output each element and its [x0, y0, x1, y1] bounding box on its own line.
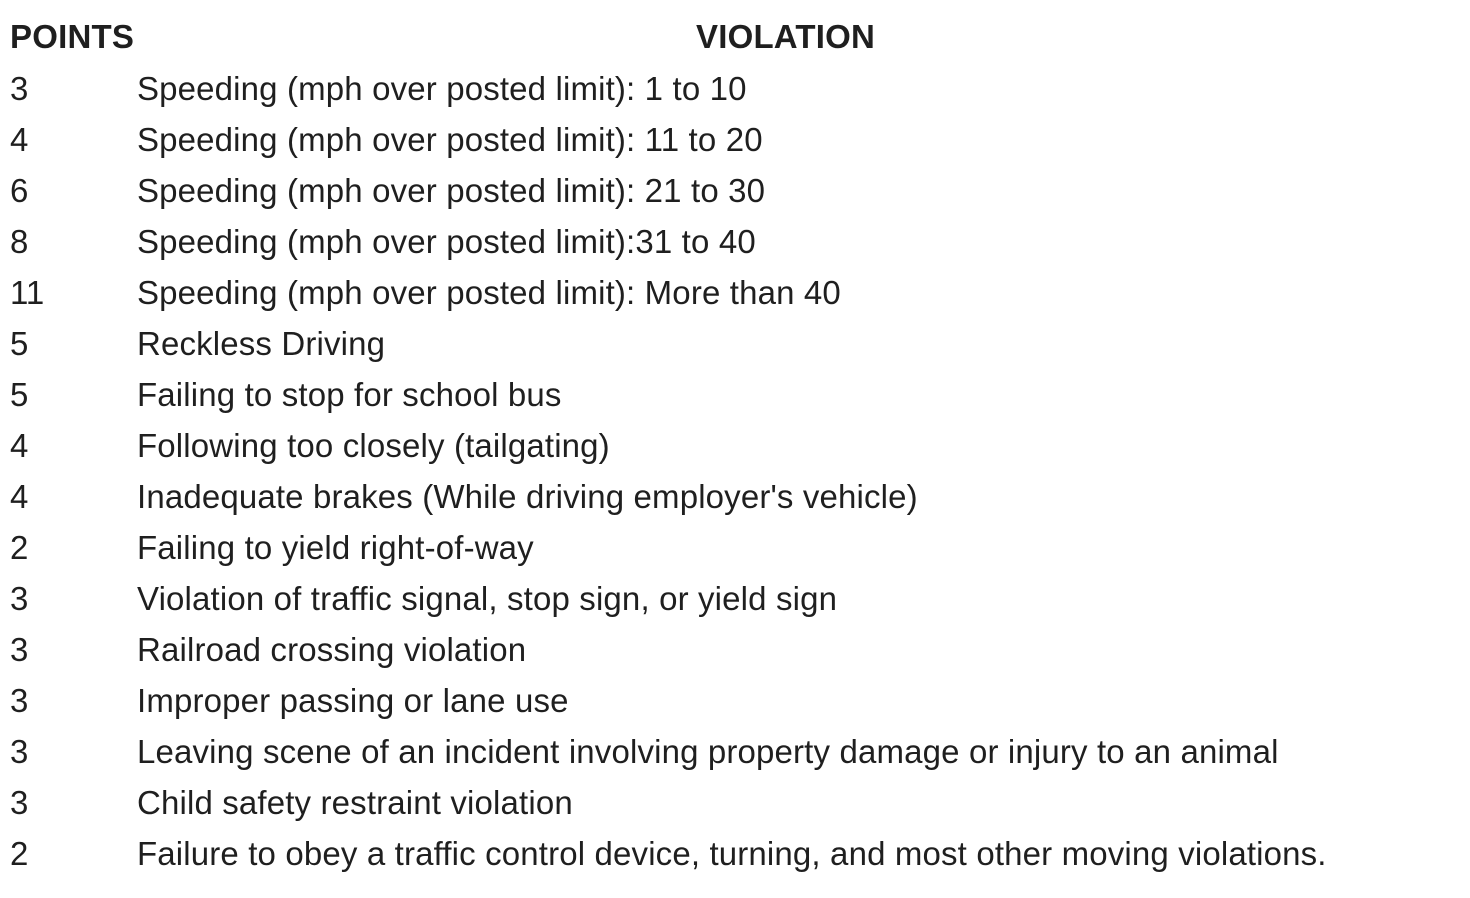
table-row	[10, 317, 1460, 368]
violation-cell: Inadequate brakes (While driving employer's vehicle)	[137, 478, 918, 515]
violation-cell: Railroad crossing violation	[137, 631, 527, 668]
table-row	[10, 215, 1460, 266]
violation-cell: Speeding (mph over posted limit): 1 to 10	[137, 70, 747, 107]
points-cell: 2	[10, 835, 29, 872]
points-cell: 3	[10, 631, 29, 668]
table-row	[10, 827, 1460, 878]
points-cell: 3	[10, 784, 29, 821]
points-column-header: POINTS	[10, 18, 135, 55]
violation-cell: Speeding (mph over posted limit): More than 40	[137, 274, 841, 311]
violation-cell: Following too closely (tailgating)	[137, 427, 610, 464]
points-cell: 3	[10, 733, 29, 770]
table-row	[10, 623, 1460, 674]
violation-cell: Speeding (mph over posted limit): 21 to 30	[137, 172, 766, 209]
points-cell: 6	[10, 172, 29, 209]
table-row	[10, 521, 1460, 572]
table-row	[10, 62, 1460, 113]
table-header-row	[10, 16, 1460, 62]
points-cell: 5	[10, 325, 29, 362]
table-row	[10, 470, 1460, 521]
table-row	[10, 776, 1460, 827]
violation-cell: Speeding (mph over posted limit):31 to 40	[137, 223, 756, 260]
table-row	[10, 419, 1460, 470]
points-cell: 11	[10, 274, 45, 311]
table-row	[10, 113, 1460, 164]
violation-cell: Failing to stop for school bus	[137, 376, 562, 413]
table-row	[10, 368, 1460, 419]
points-cell: 5	[10, 376, 29, 413]
points-cell: 4	[10, 121, 29, 158]
points-cell: 2	[10, 529, 29, 566]
table-row	[10, 164, 1460, 215]
violation-cell: Failure to obey a traffic control device, turning, and most other moving violations.	[137, 835, 1327, 872]
violation-cell: Reckless Driving	[137, 325, 386, 362]
violation-column-header: VIOLATION	[696, 18, 876, 55]
violation-cell: Leaving scene of an incident involving property damage or injury to an animal	[137, 733, 1279, 770]
points-cell: 4	[10, 478, 29, 515]
violation-cell: Improper passing or lane use	[137, 682, 569, 719]
violation-cell: Speeding (mph over posted limit): 11 to 20	[137, 121, 763, 158]
points-cell: 3	[10, 580, 29, 617]
table-row	[10, 725, 1460, 776]
violation-cell: Failing to yield right-of-way	[137, 529, 534, 566]
points-cell: 8	[10, 223, 29, 260]
violation-cell: Child safety restraint violation	[137, 784, 573, 821]
points-cell: 3	[10, 70, 29, 107]
violation-points-table	[10, 16, 1460, 878]
violation-cell: Violation of traffic signal, stop sign, or yield sign	[137, 580, 838, 617]
table-row	[10, 572, 1460, 623]
table-row	[10, 674, 1460, 725]
table-row	[10, 266, 1460, 317]
points-cell: 3	[10, 682, 29, 719]
points-cell: 4	[10, 427, 29, 464]
